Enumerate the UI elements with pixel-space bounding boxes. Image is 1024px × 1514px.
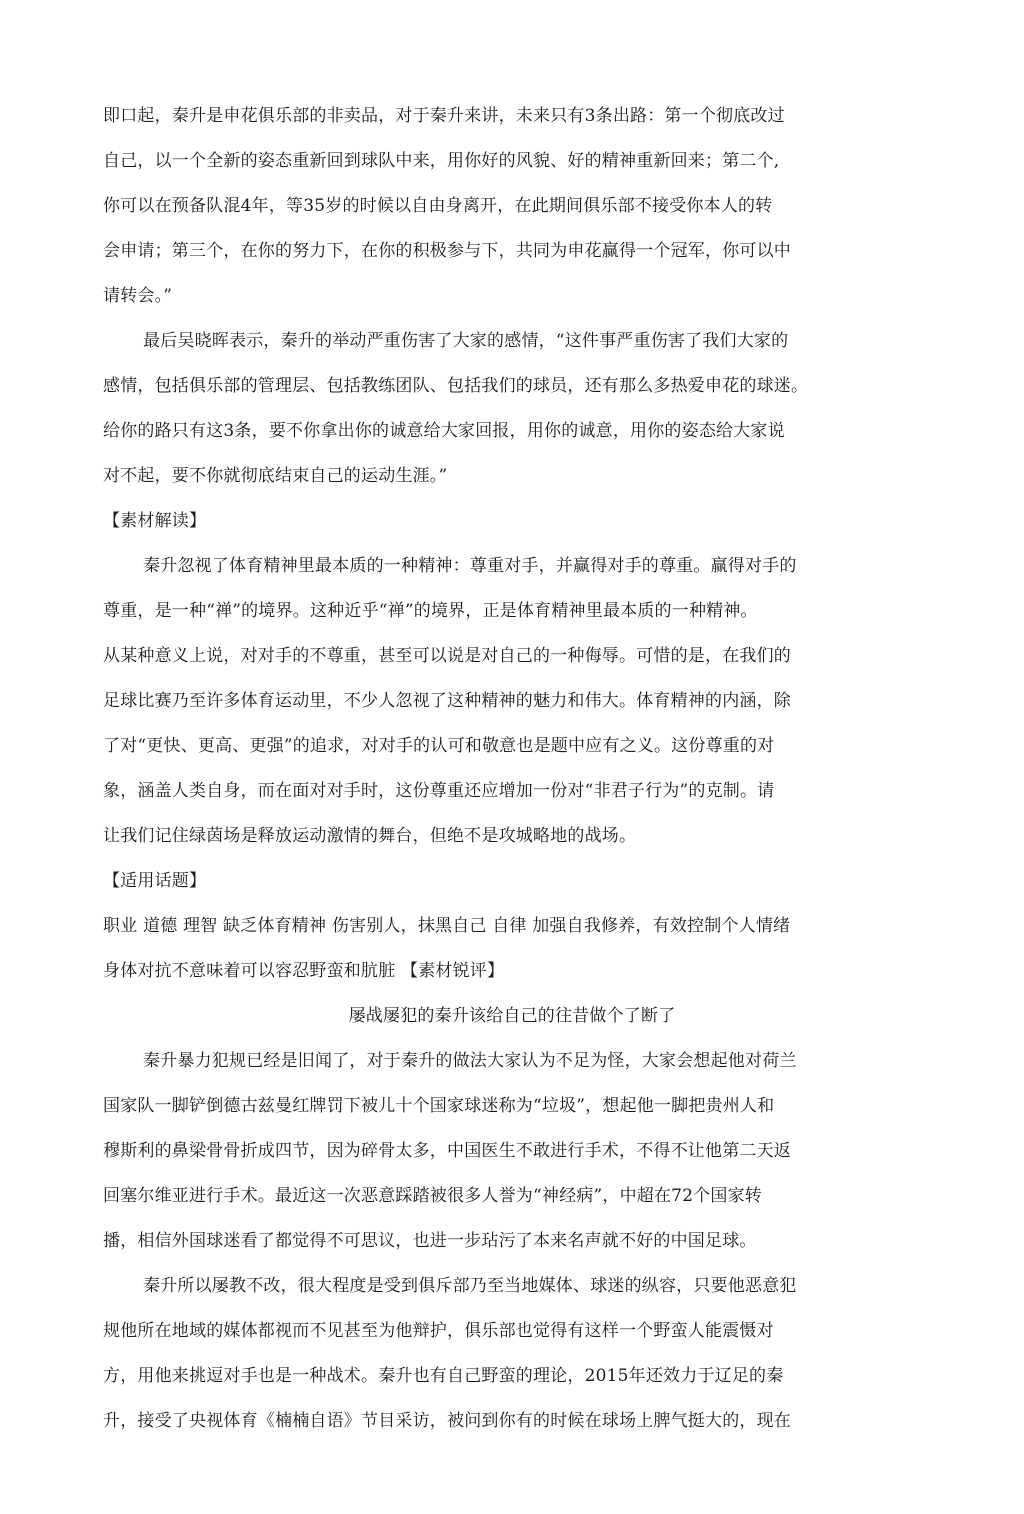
paragraph-start: 秦升所以屡教不改，很大程度是受到俱斥部乃至当地媒体、球迷的纵容，只要他恶意犯 [143,1276,797,1296]
text-line: 了对“更快、更高、更强”的追求，对对手的认可和敬意也是题中应有之义。这份尊重的对 [103,736,775,756]
text-line: 给你的路只有这3条，要不你拿出你的诚意给大家回报，用你的诚意，用你的姿态给大家说 [103,421,785,441]
text-line: 从某种意义上说，对对手的不尊重，甚至可以说是对自己的一种侮辱。可惜的是，在我们的 [103,646,791,666]
paragraph-start: 最后吴晓晖表示，秦升的举动严重伤害了大家的感情，“这件事严重伤害了我们大家的 [143,331,789,351]
text-line: 升，接受了央视体育《楠楠自语》节目采访，被问到你有的时候在球场上脾气挺大的，现在 [103,1411,791,1431]
text-line: 穆斯利的鼻梁骨骨折成四节，因为碎骨太多，中国医生不敢进行手术，不得不让他第二天返 [103,1141,791,1161]
text-line: 方，用他来挑逗对手也是一种战术。秦升也有自己野蛮的理论，2015年还效力于辽足的秦 [103,1366,784,1386]
paragraph-start: 秦升暴力犯规已经是旧闻了，对于秦升的做法大家认为不足为怪，大家会想起他对荷兰 [143,1051,797,1071]
section-heading-material-interpretation: 【素材解读】 [103,511,207,531]
text-line: 请转会。” [103,286,173,306]
text-line: 回塞尔维亚进行手术。最近这一次恶意踩踏被很多人誉为“神经病”，中超在72个国家转 [103,1186,763,1206]
text-line: 足球比赛乃至许多体育运动里，不少人忽视了这种精神的魅力和伟大。体育精神的内涵，除 [103,691,791,711]
text-line: 让我们记住绿茵场是释放运动激情的舞台，但绝不是攻城略地的战场。 [103,826,637,846]
text-line: 规他所在地域的媒体都视而不见甚至为他辩护，俱乐部也觉得有这样一个野蛮人能震慑对 [103,1321,774,1341]
text-line: 播，相信外国球迷看了都觉得不可思议，也进一步玷污了本来名声就不好的中国足球。 [103,1231,757,1251]
text-line: 尊重，是一种“禅”的境界。这种近乎“禅”的境界，正是体育精神里最本质的一种精神。 [103,601,758,621]
text-line: 即口起，秦升是申花俱乐部的非卖品，对于秦升来讲，未来只有3条出路：第一个彻底改过 [103,106,785,126]
topic-list: 身体对抗不意味着可以容忍野蛮和肮脏 【素材锐评】 [103,961,505,981]
text-line: 你可以在预备队混4年，等35岁的时候以自由身离开，在此期间俱乐部不接受你本人的转 [103,196,773,216]
section-heading-applicable-topics: 【适用话题】 [103,871,207,891]
text-line: 感情，包括俱乐部的管理层、包括教练团队、包括我们的球员，还有那么多热爱申花的球迷。 [103,376,809,396]
text-line: 会申请；第三个，在你的努力下，在你的积极参与下，共同为申花赢得一个冠军，你可以中 [103,241,791,261]
text-line: 对不起，要不你就彻底结束自己的运动生涯。” [103,466,448,486]
text-line: 自己，以一个全新的姿态重新回到球队中来，用你好的风貌、好的精神重新回来；第二个, [103,151,780,171]
topic-list: 职业 道德 理智 缺乏体育精神 伤害别人，抹黑自己 自律 加强自我修养，有效控制个人情绪 [103,916,791,936]
paragraph-start: 秦升忽视了体育精神里最本质的一种精神：尊重对手，并赢得对手的尊重。赢得对手的 [143,556,797,576]
article-title: 屡战屡犯的秦升该给自己的往昔做个了断了 [348,1006,676,1026]
text-line: 国家队一脚铲倒德古兹曼红牌罚下被儿十个国家球迷称为“垃圾”，想起他一脚把贵州人和 [103,1096,775,1116]
text-line: 象，涵盖人类自身，而在面对对手时，这份尊重还应增加一份对“非君子行为”的克制。请 [103,781,775,801]
